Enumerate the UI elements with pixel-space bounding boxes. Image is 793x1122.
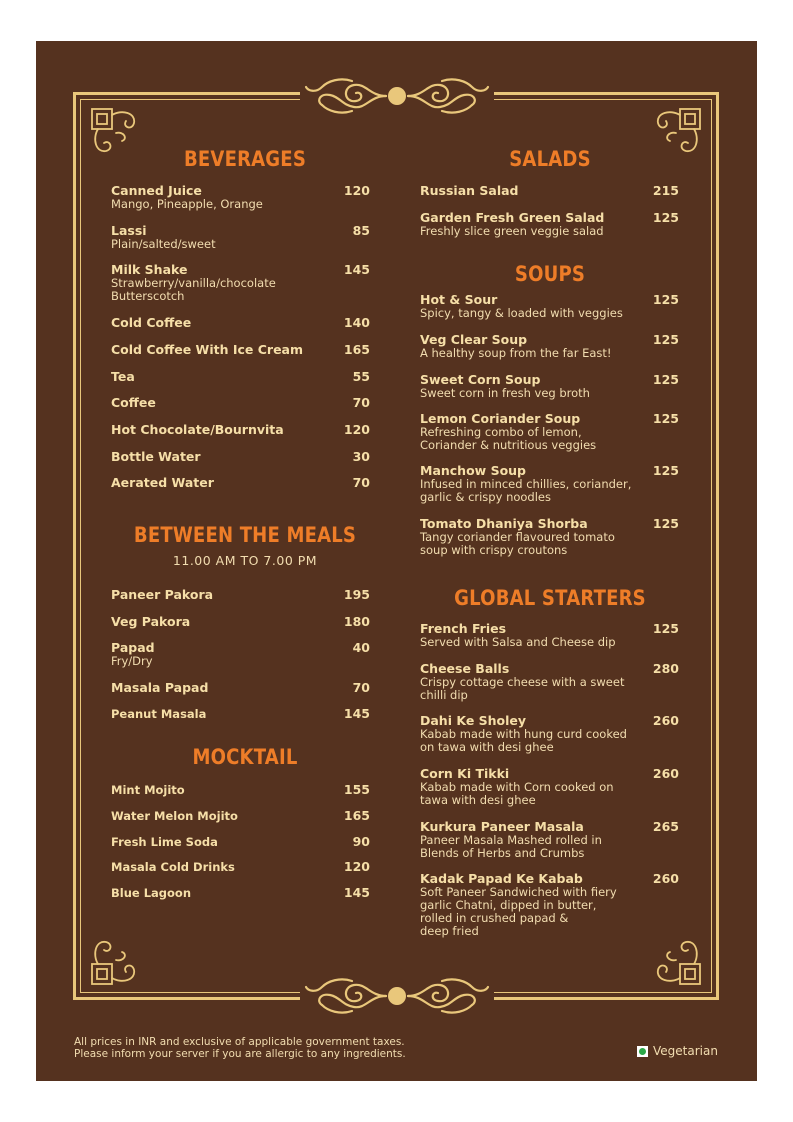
item-price: 260: [652, 871, 679, 886]
item-description: Strawberry/vanilla/chocolate: [111, 276, 276, 290]
item-price: 280: [652, 661, 679, 676]
menu-item: [420, 333, 612, 360]
veg-icon: [637, 1046, 648, 1057]
item-description: tawa with desi ghee: [420, 793, 536, 807]
item-price: 145: [343, 885, 370, 900]
menu-item: [111, 396, 156, 410]
section-timing: 11.00 AM TO 7.00 PM: [172, 553, 318, 568]
item-description: Spicy, tangy & loaded with veggies: [420, 306, 623, 320]
section-heading-soups: SOUPS: [514, 262, 586, 286]
item-name: Paneer Pakora: [111, 587, 214, 602]
menu-item: [420, 464, 631, 504]
item-price: 40: [352, 640, 370, 655]
item-name: Garden Fresh Green Salad: [420, 210, 605, 225]
item-price: 70: [352, 395, 370, 410]
item-description: Soft Paneer Sandwiched with fiery: [420, 885, 617, 899]
item-name: Corn Ki Tikki: [420, 766, 510, 781]
item-description: Kabab made with hung curd cooked: [420, 727, 627, 741]
item-description: Butterscotch: [111, 289, 185, 303]
menu-item: [111, 316, 191, 330]
section-heading-global-starters: GLOBAL STARTERS: [454, 586, 646, 610]
item-name: Cheese Balls: [420, 661, 510, 676]
item-name: Lassi: [111, 223, 147, 238]
item-price: 70: [352, 475, 370, 490]
bottom-flourish-icon: [300, 973, 494, 1019]
item-description: A healthy soup from the far East!: [420, 346, 612, 360]
item-description: garlic Chatni, dipped in butter,: [420, 898, 597, 912]
item-name: Masala Papad: [111, 680, 209, 695]
item-description: Fry/Dry: [111, 654, 153, 668]
item-name: Hot & Sour: [420, 292, 498, 307]
menu-item: [111, 641, 155, 668]
menu-item: [111, 707, 206, 721]
footer-line: Please inform your server if you are allergic to any ingredients.: [74, 1047, 406, 1060]
item-name: Cold Coffee: [111, 315, 192, 330]
item-price: 125: [652, 621, 679, 636]
item-price: 165: [343, 808, 370, 823]
item-price: 265: [652, 819, 679, 834]
section-heading-salads: SALADS: [509, 147, 591, 171]
item-name: Water Melon Mojito: [111, 809, 238, 823]
item-description: Freshly slice green veggie salad: [420, 224, 604, 238]
item-name: Lemon Coriander Soup: [420, 411, 581, 426]
item-price: 215: [652, 183, 679, 198]
item-price: 180: [343, 614, 370, 629]
item-name: Masala Cold Drinks: [111, 860, 235, 874]
menu-item: [111, 835, 218, 849]
menu-item: [420, 293, 623, 320]
menu-item: [111, 343, 303, 357]
item-price: 85: [352, 223, 370, 238]
item-price: 90: [352, 834, 370, 849]
item-name: Veg Clear Soup: [420, 332, 528, 347]
item-name: Veg Pakora: [111, 614, 191, 629]
menu-item: [111, 681, 208, 695]
menu-item: [420, 662, 624, 702]
section-heading-beverages: BEVERAGES: [183, 147, 307, 171]
item-price: 260: [652, 713, 679, 728]
item-name: Mint Mojito: [111, 783, 185, 797]
menu-item: [420, 714, 627, 754]
menu-item: [111, 860, 235, 874]
item-name: Fresh Lime Soda: [111, 835, 218, 849]
veg-dot: [639, 1048, 646, 1055]
item-description: Plain/salted/sweet: [111, 237, 216, 251]
item-price: 125: [652, 516, 679, 531]
item-description: Infused in minced chillies, coriander,: [420, 477, 632, 491]
item-name: Tea: [111, 369, 135, 384]
menu-item: [111, 450, 201, 464]
item-name: Papad: [111, 640, 155, 655]
item-name: Kadak Papad Ke Kabab: [420, 871, 583, 886]
item-price: 260: [652, 766, 679, 781]
item-description: Coriander & nutritious veggies: [420, 438, 597, 452]
menu-item: [111, 370, 135, 384]
item-name: Russian Salad: [420, 183, 519, 198]
item-description: on tawa with desi ghee: [420, 740, 554, 754]
item-price: 140: [343, 315, 370, 330]
menu-item: [111, 588, 213, 602]
corner-ornament-icon: [88, 928, 148, 988]
item-price: 55: [352, 369, 370, 384]
menu-item: [111, 476, 214, 490]
item-price: 145: [343, 706, 370, 721]
item-price: 195: [343, 587, 370, 602]
section-heading-mocktail: MOCKTAIL: [192, 745, 298, 769]
menu-item: [420, 211, 604, 238]
item-price: 125: [652, 463, 679, 478]
item-price: 70: [352, 680, 370, 695]
item-description: Tangy coriander flavoured tomato: [420, 530, 615, 544]
item-name: Aerated Water: [111, 475, 214, 490]
section-heading-between-meals: BETWEEN THE MEALS: [133, 523, 357, 547]
item-name: Hot Chocolate/Bournvita: [111, 422, 284, 437]
item-name: Bottle Water: [111, 449, 201, 464]
menu-item: [420, 767, 614, 807]
item-description: Sweet corn in fresh veg broth: [420, 386, 590, 400]
menu-item: [111, 809, 238, 823]
menu-item: [111, 263, 276, 303]
footer-line: All prices in INR and exclusive of applicable government taxes.: [74, 1036, 405, 1048]
item-description: Mango, Pineapple, Orange: [111, 197, 263, 211]
menu-item: [420, 412, 596, 452]
item-price: 165: [343, 342, 370, 357]
item-name: Blue Lagoon: [111, 886, 192, 900]
item-description: Paneer Masala Mashed rolled in: [420, 833, 602, 847]
corner-ornament-icon: [644, 928, 704, 988]
veg-label: Vegetarian: [653, 1044, 718, 1058]
item-name: Kurkura Paneer Masala: [420, 819, 584, 834]
item-price: 120: [343, 183, 370, 198]
item-description: Served with Salsa and Cheese dip: [420, 635, 616, 649]
item-description: Kabab made with Corn cooked on: [420, 780, 614, 794]
menu-item: [420, 820, 602, 860]
item-price: 125: [652, 292, 679, 307]
menu-item: [111, 783, 185, 797]
item-name: French Fries: [420, 621, 507, 636]
item-price: 125: [652, 332, 679, 347]
menu-item: [111, 423, 284, 437]
item-price: 125: [652, 210, 679, 225]
menu-item: [111, 886, 191, 900]
veg-legend: [637, 1044, 718, 1058]
menu-item: [420, 517, 615, 557]
item-name: Canned Juice: [111, 183, 202, 198]
item-description: Blends of Herbs and Crumbs: [420, 846, 585, 860]
menu-item: [420, 872, 617, 938]
menu-item: [111, 184, 263, 211]
item-description: deep fried: [420, 924, 479, 938]
item-description: soup with crispy croutons: [420, 543, 568, 557]
item-name: Tomato Dhaniya Shorba: [420, 516, 588, 531]
item-price: 155: [343, 782, 370, 797]
item-description: Refreshing combo of lemon,: [420, 425, 582, 439]
item-name: Sweet Corn Soup: [420, 372, 541, 387]
item-name: Milk Shake: [111, 262, 188, 277]
item-name: Coffee: [111, 395, 156, 410]
item-name: Dahi Ke Sholey: [420, 713, 527, 728]
item-price: 145: [343, 262, 370, 277]
item-name: Manchow Soup: [420, 463, 527, 478]
menu-item: [420, 373, 590, 400]
item-description: rolled in crushed papad &: [420, 911, 569, 925]
item-price: 125: [652, 372, 679, 387]
footer-note: [74, 1037, 406, 1060]
item-price: 120: [343, 422, 370, 437]
item-name: Cold Coffee With Ice Cream: [111, 342, 304, 357]
menu-item: [420, 622, 616, 649]
item-name: Peanut Masala: [111, 707, 207, 721]
item-price: 120: [343, 859, 370, 874]
menu-item: [111, 224, 216, 251]
item-price: 125: [652, 411, 679, 426]
item-description: garlic & crispy noodles: [420, 490, 551, 504]
menu-item: [111, 615, 190, 629]
item-description: Crispy cottage cheese with a sweet: [420, 675, 625, 689]
top-flourish-icon: [300, 73, 494, 119]
menu-item: [420, 184, 518, 198]
item-price: 30: [352, 449, 370, 464]
item-description: chilli dip: [420, 688, 468, 702]
